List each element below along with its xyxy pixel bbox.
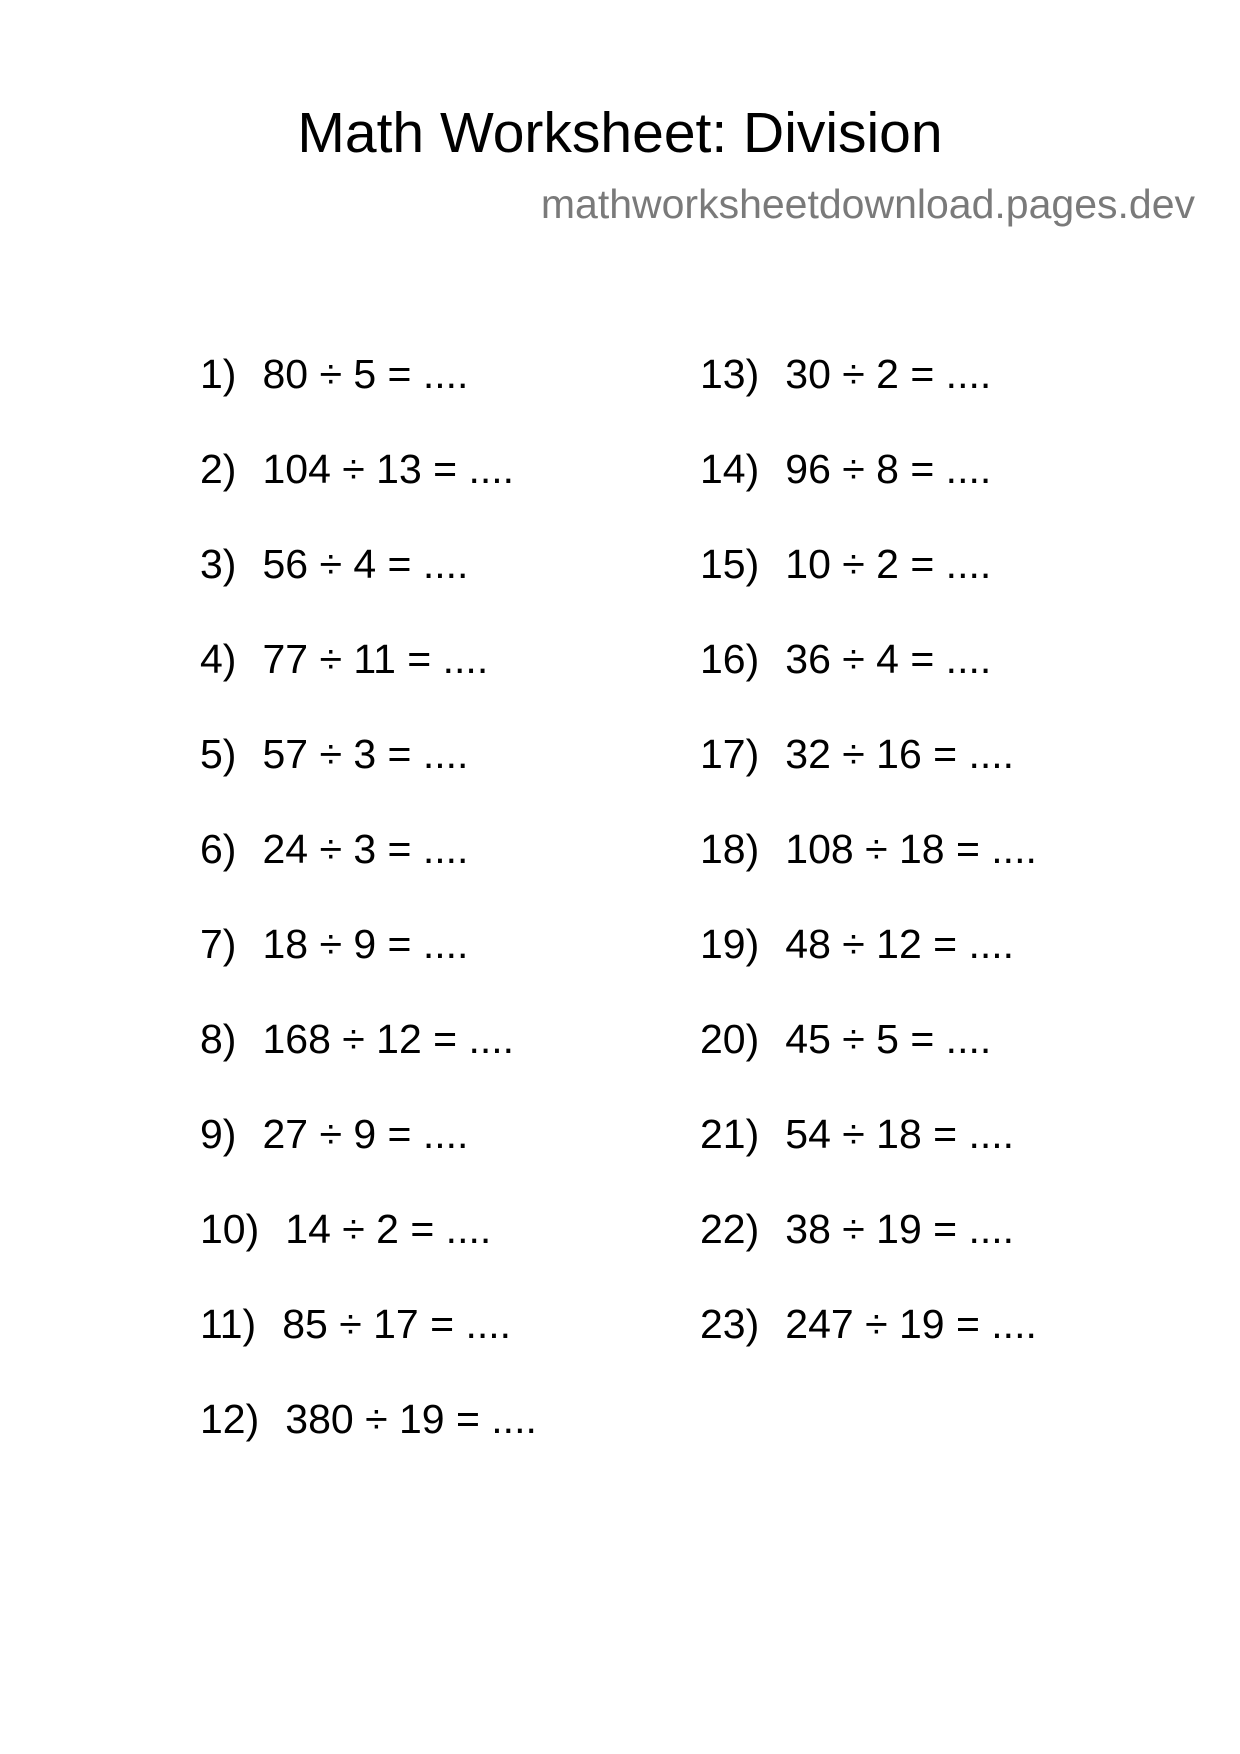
problem-number: 5) — [200, 731, 237, 777]
problem-expression: 85 ÷ 17 = .... — [282, 1301, 512, 1347]
problem-number: 23) — [700, 1301, 760, 1347]
problem-expression: 108 ÷ 18 = .... — [785, 826, 1037, 872]
problem-number: 14) — [700, 446, 760, 492]
problem-expression: 80 ÷ 5 = .... — [262, 351, 469, 397]
problem-expression: 36 ÷ 4 = .... — [785, 636, 992, 682]
problem-number: 2) — [200, 446, 237, 492]
problem-item — [200, 825, 537, 920]
problem-number: 18) — [700, 826, 760, 872]
problem-item — [700, 920, 1037, 1015]
problem-expression: 168 ÷ 12 = .... — [262, 1016, 515, 1062]
problem-number: 6) — [200, 826, 237, 872]
problem-column-left — [200, 350, 537, 1490]
problem-number: 1) — [200, 351, 237, 397]
problem-expression: 27 ÷ 9 = .... — [262, 1111, 469, 1157]
problem-item — [700, 1110, 1037, 1205]
problem-expression: 247 ÷ 19 = .... — [785, 1301, 1037, 1347]
problem-expression: 38 ÷ 19 = .... — [785, 1206, 1015, 1252]
problem-expression: 24 ÷ 3 = .... — [262, 826, 469, 872]
problem-number: 9) — [200, 1111, 237, 1157]
problem-expression: 48 ÷ 12 = .... — [785, 921, 1015, 967]
problem-expression: 54 ÷ 18 = .... — [785, 1111, 1015, 1157]
problem-item — [700, 540, 1037, 635]
problem-item — [700, 350, 1037, 445]
problem-number: 21) — [700, 1111, 760, 1157]
problem-item — [200, 730, 537, 825]
problem-item — [700, 730, 1037, 825]
problem-number: 4) — [200, 636, 237, 682]
problem-item — [200, 445, 537, 540]
problem-expression: 104 ÷ 13 = .... — [262, 446, 515, 492]
problem-expression: 96 ÷ 8 = .... — [785, 446, 992, 492]
problem-number: 16) — [700, 636, 760, 682]
problem-expression: 57 ÷ 3 = .... — [262, 731, 469, 777]
problem-item — [700, 1300, 1037, 1395]
problem-number: 15) — [700, 541, 760, 587]
problem-item — [700, 635, 1037, 730]
problem-item — [700, 1205, 1037, 1300]
problem-number: 17) — [700, 731, 760, 777]
problem-number: 11) — [200, 1301, 257, 1347]
problem-number: 22) — [700, 1206, 760, 1252]
problem-number: 7) — [200, 921, 237, 967]
problem-expression: 45 ÷ 5 = .... — [785, 1016, 992, 1062]
problem-number: 20) — [700, 1016, 760, 1062]
problem-column-right — [700, 350, 1037, 1395]
problem-expression: 30 ÷ 2 = .... — [785, 351, 992, 397]
problem-expression: 32 ÷ 16 = .... — [785, 731, 1015, 777]
problem-expression: 380 ÷ 19 = .... — [285, 1396, 537, 1442]
problem-item — [700, 1015, 1037, 1110]
problem-item — [200, 350, 537, 445]
problem-item — [200, 1205, 537, 1300]
problem-item — [200, 920, 537, 1015]
problem-item — [200, 1300, 537, 1395]
problem-expression: 77 ÷ 11 = .... — [262, 636, 489, 682]
problem-number: 13) — [700, 351, 760, 397]
worksheet-title: Math Worksheet: Division — [297, 101, 943, 165]
problem-number: 8) — [200, 1016, 237, 1062]
problem-expression: 56 ÷ 4 = .... — [262, 541, 469, 587]
problem-item — [700, 825, 1037, 920]
problem-expression: 10 ÷ 2 = .... — [785, 541, 992, 587]
problem-item — [700, 445, 1037, 540]
problem-expression: 14 ÷ 2 = .... — [285, 1206, 492, 1252]
website-url: mathworksheetdownload.pages.dev — [540, 181, 1195, 227]
problem-item — [200, 635, 537, 730]
problem-expression: 18 ÷ 9 = .... — [262, 921, 469, 967]
problem-number: 10) — [200, 1206, 260, 1252]
problem-number: 19) — [700, 921, 760, 967]
problem-item — [200, 1395, 537, 1490]
problem-item — [200, 1110, 537, 1205]
problem-number: 12) — [200, 1396, 260, 1442]
problem-item — [200, 1015, 537, 1110]
problem-number: 3) — [200, 541, 237, 587]
problem-item — [200, 540, 537, 635]
